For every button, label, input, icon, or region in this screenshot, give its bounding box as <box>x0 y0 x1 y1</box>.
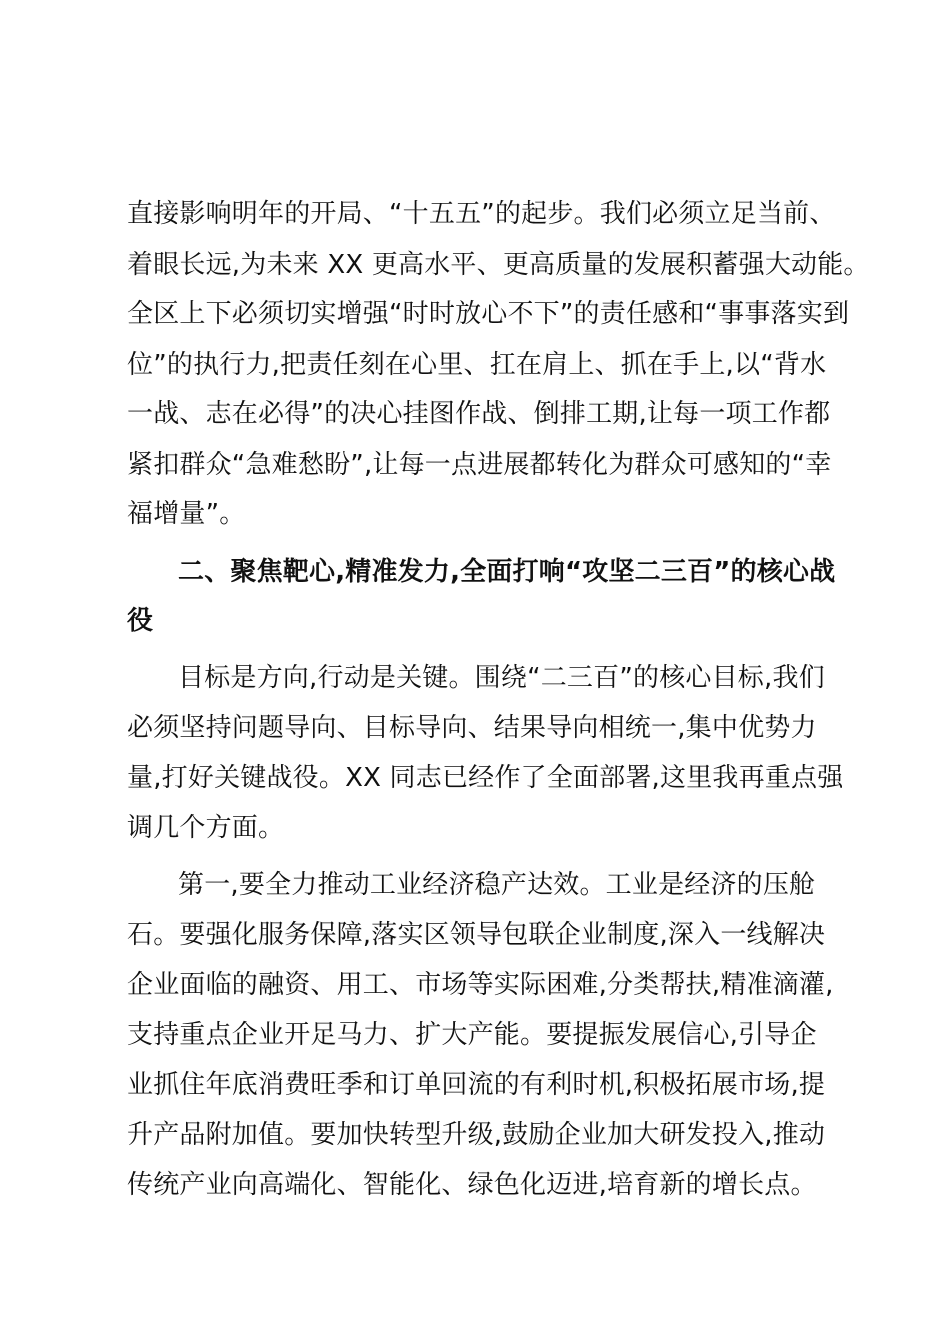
paragraph-2-line-3: 量,打好关键战役。XX 同志已经作了全面部署,这里我再重点强 <box>127 763 844 793</box>
paragraph-1-line-6: 紧扣群众“急难愁盼”,让每一点进展都转化为群众可感知的“幸 <box>127 450 832 480</box>
paragraph-2-line-2: 必须坚持问题导向、目标导向、结果导向相统一,集中优势力 <box>127 713 817 743</box>
paragraph-3-line-6: 升产品附加值。要加快转型升级,鼓励企业加大研发投入,推动 <box>127 1120 826 1150</box>
paragraph-3-line-3: 企业面临的融资、用工、市场等实际困难,分类帮扶,精准滴灌, <box>127 970 834 1000</box>
section-heading-line-2: 役 <box>127 606 154 636</box>
paragraph-1-line-5: 一战、志在必得”的决心挂图作战、倒排工期,让每一项工作都 <box>127 399 831 429</box>
paragraph-3-line-1: 第一,要全力推动工业经济稳产达效。工业是经济的压舱 <box>178 870 816 900</box>
paragraph-3-line-4: 支持重点企业开足马力、扩大产能。要提振发展信心,引导企 <box>127 1020 817 1050</box>
paragraph-1-line-2: 着眼长远,为未来 XX 更高水平、更高质量的发展积蓄强大动能。 <box>127 250 870 280</box>
paragraph-1-line-1: 直接影响明年的开局、“十五五”的起步。我们必须立足当前、 <box>127 199 836 229</box>
paragraph-2-line-4: 调几个方面。 <box>127 813 285 843</box>
paragraph-3-line-7: 传统产业向高端化、智能化、绿色化迈进,培育新的增长点。 <box>127 1170 817 1200</box>
paragraph-1-line-3: 全区上下必须切实增强“时时放心不下”的责任感和“事事落实到 <box>127 299 850 329</box>
paragraph-1-line-7: 福增量”。 <box>127 499 246 529</box>
paragraph-2-line-1: 目标是方向,行动是关键。围绕“二三百”的核心目标,我们 <box>178 663 825 693</box>
section-heading-line-1: 二、聚焦靶心,精准发力,全面打响“攻坚二三百”的核心战 <box>178 557 836 587</box>
paragraph-1-line-4: 位”的执行力,把责任刻在心里、扛在肩上、抓在手上,以“背水 <box>127 350 827 380</box>
paragraph-3-line-5: 业抓住年底消费旺季和订单回流的有利时机,积极拓展市场,提 <box>127 1070 826 1100</box>
paragraph-3-line-2: 石。要强化服务保障,落实区领导包联企业制度,深入一线解决 <box>127 920 826 950</box>
